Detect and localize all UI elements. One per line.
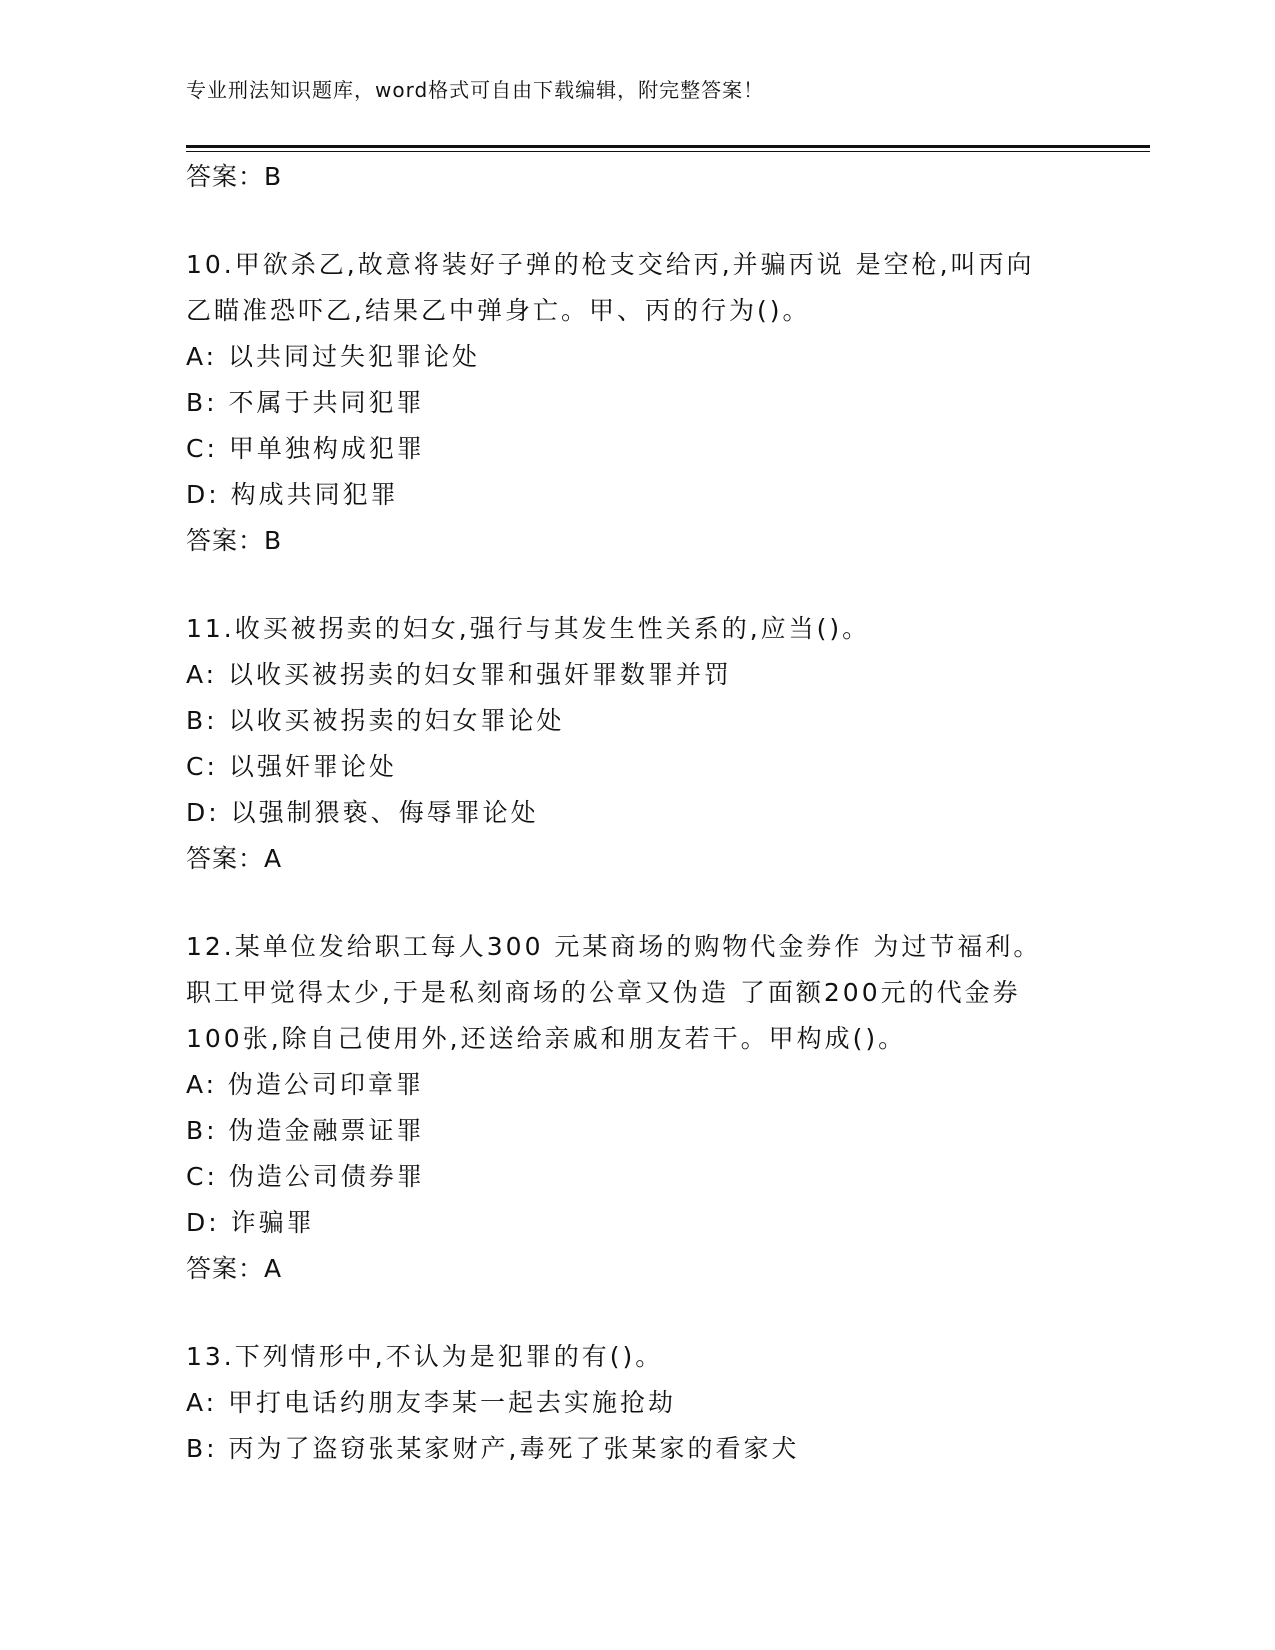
option-c: C: 以强奸罪论处: [186, 752, 397, 781]
option-d: D: 诈骗罪: [186, 1208, 315, 1237]
question-stem-line: 职工甲觉得太少,于是私刻商场的公章又伪造 了面额200元的代金券: [186, 978, 1021, 1007]
option-c: C: 甲单独构成犯罪: [186, 434, 425, 463]
spacer: [186, 1292, 1086, 1334]
spacer: [186, 882, 1086, 924]
option-b: B: 以收买被拐卖的妇女罪论处: [186, 706, 565, 735]
option-a: A: 伪造公司印章罪: [186, 1070, 425, 1099]
question-stem-line: 13.下列情形中,不认为是犯罪的有()。: [186, 1342, 664, 1371]
option-b: B: 不属于共同犯罪: [186, 388, 425, 417]
option-b: B: 伪造金融票证罪: [186, 1116, 425, 1145]
question-stem-line: 10.甲欲杀乙,故意将装好子弹的枪支交给丙,并骗丙说 是空枪,叫丙向: [186, 250, 1035, 279]
question-stem-line: 乙瞄准恐吓乙,结果乙中弹身亡。甲、丙的行为()。: [186, 296, 811, 325]
option-a: A: 甲打电话约朋友李某一起去实施抢劫: [186, 1388, 677, 1417]
answer-line: 答案：B: [186, 162, 283, 191]
question-stem-line: 11.收买被拐卖的妇女,强行与其发生性关系的,应当()。: [186, 614, 871, 643]
answer-line: 答案：A: [186, 1254, 283, 1283]
page-header: 专业刑法知识题库，word格式可自由下载编辑，附完整答案！: [186, 78, 765, 102]
question-block: [186, 606, 1086, 882]
spacer: [186, 564, 1086, 606]
header-rule-thick: [186, 145, 1150, 148]
header-rule-thin: [186, 151, 1150, 152]
option-c: C: 伪造公司债券罪: [186, 1162, 425, 1191]
question-block: [186, 924, 1086, 1292]
spacer: [186, 200, 1086, 242]
question-stem-line: 12.某单位发给职工每人300 元某商场的购物代金券作 为过节福利。: [186, 932, 1042, 961]
option-a: A: 以共同过失犯罪论处: [186, 342, 481, 371]
option-b: B: 丙为了盗窃张某家财产,毒死了张某家的看家犬: [186, 1434, 800, 1463]
question-block: [186, 242, 1086, 564]
answer-line: 答案：A: [186, 844, 283, 873]
option-d: D: 构成共同犯罪: [186, 480, 399, 509]
question-stem-line: 100张,除自己使用外,还送给亲戚和朋友若干。甲构成()。: [186, 1024, 907, 1053]
option-a: A: 以收买被拐卖的妇女罪和强奸罪数罪并罚: [186, 660, 733, 689]
question-block: [186, 1334, 1086, 1472]
document-body: [186, 154, 1086, 1472]
answer-line: 答案：B: [186, 526, 283, 555]
option-d: D: 以强制猥亵、侮辱罪论处: [186, 798, 539, 827]
